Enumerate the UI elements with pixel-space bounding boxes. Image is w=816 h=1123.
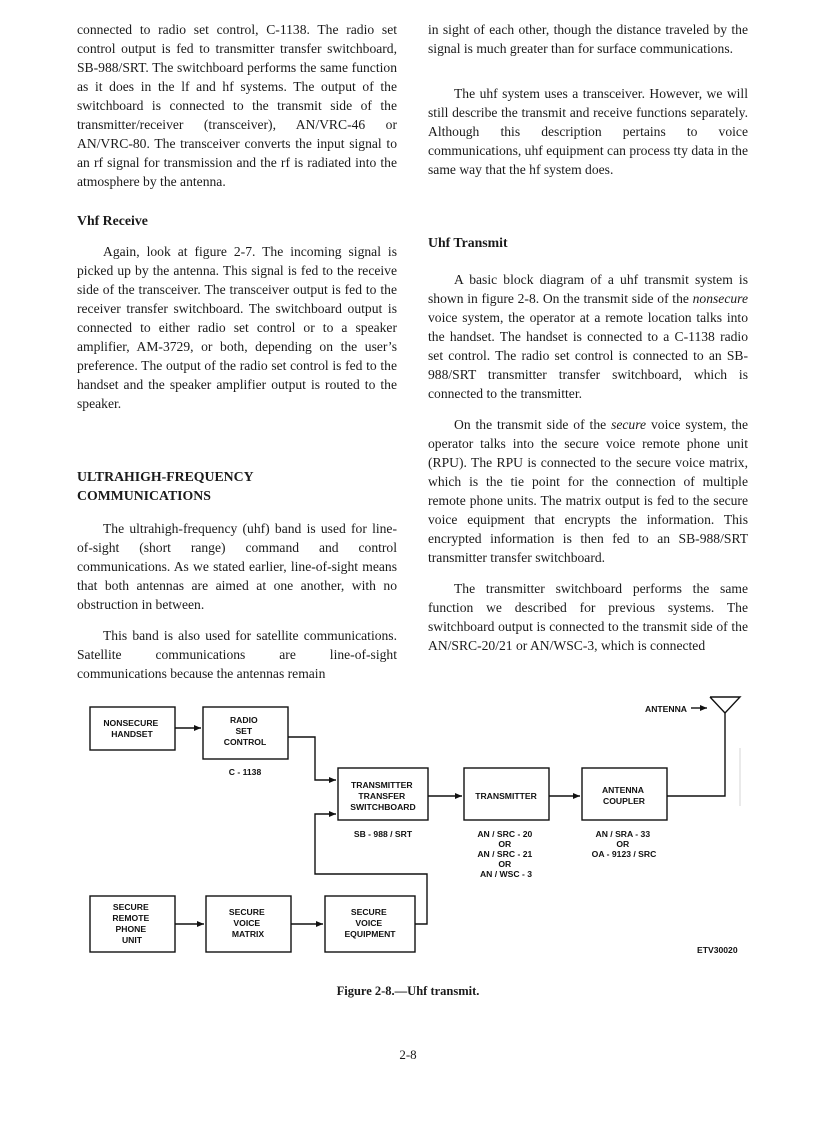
svg-text:AN / SRC - 20 OR A	[477, 829, 534, 879]
paragraph: On the transmit side of the secure voice system, the operator talks into the secure voice remote phone unit (RPU). The RPU is connected to the secure voice matrix, which is the tie point for the connection of multiple remote phone units. The matrix output is fed to the secure voice equipment that encrypts the information. This encrypted information is then fed to an SB-988/SRT transmitter transfer switchboard.	[428, 417, 749, 565]
block-label: SECURE	[350, 907, 387, 917]
coupler-id: AN / SRA - 33	[595, 829, 651, 839]
block-label: PHONE	[115, 924, 147, 934]
block-label: VOICE	[233, 918, 261, 928]
emphasis: nonsecure	[692, 291, 748, 306]
paragraph: connected to radio set control, C-1138. The radio set control output is fed to transmitter transfer switchboard, SB-988/SRT. The switchboard performs the same function as it does in the lf and hf systems. The output of the switchboard is connected to the transmit side of the transmitter/receiver (transceiver), AN/VRC-46 or AN/VRC-80. The transceiver converts the input signal to an rf signal for transmission and the rf is radiated into the atmosphere by the antenna.	[77, 22, 397, 189]
block-label: EQUIPMENT	[344, 929, 396, 939]
svg-text:SECURE VOICE MATRI	[229, 907, 267, 939]
block-label: ANTENNA	[601, 785, 644, 795]
heading-line: COMMUNICATIONS	[77, 488, 211, 503]
antenna-icon	[710, 697, 740, 713]
transmitter-id: AN / SRC - 20	[477, 829, 533, 839]
svg-text:SECURE VOICE EQUIP	[344, 907, 396, 939]
block-label: RADIO	[229, 715, 258, 725]
section-heading-uhf-transmit: Uhf Transmit	[428, 235, 508, 250]
block-label: REMOTE	[112, 913, 150, 923]
transmitter-id: AN / SRC - 21	[477, 849, 533, 859]
figure-code: ETV30020	[697, 945, 738, 955]
radio-set-control-id: C - 1138	[228, 767, 262, 777]
emphasis: secure	[611, 417, 647, 432]
coupler-id: OA - 9123 / SRC	[591, 849, 657, 859]
block-label: HANDSET	[111, 729, 153, 739]
block-label: COUPLER	[602, 796, 646, 806]
paragraph: The uhf system uses a transceiver. However, we will still describe the transmit and receive functions separately. Although this description pertains to voice communications, uhf equipment can process tty data in the same way that the hf system does.	[428, 86, 748, 177]
block-label: VOICE	[355, 918, 383, 928]
paragraph: The transmitter switchboard performs the same function we described for previous systems. The switchboard output is connected to the transmit side of the AN/SRC-20/21 or AN/WSC-3, which is connected	[428, 581, 748, 653]
paragraph: The ultrahigh-frequency (uhf) band is used for line-of-sight (short range) command and control communications. As we stated earlier, line-of-sight means that both antennas are aimed at one another, with no obstruction in between.	[77, 521, 397, 612]
block-label: UNIT	[121, 935, 143, 945]
section-heading-vhf-receive: Vhf Receive	[77, 213, 148, 228]
page-number: 2-8	[399, 1047, 417, 1062]
switchboard-id: SB - 988 / SRT	[353, 829, 413, 839]
block-label: SET	[235, 726, 253, 736]
section-heading-uhf-communications	[77, 467, 397, 505]
svg-text:ANTENNA COUPLER	[602, 785, 646, 806]
heading-line: ULTRAHIGH-FREQUENCY	[77, 469, 254, 484]
block-label: TRANSMITTER	[351, 780, 413, 790]
transmitter-id: AN / WSC - 3	[479, 869, 533, 879]
coupler-id: OR	[616, 839, 630, 849]
paragraph: Again, look at figure 2-7. The incoming signal is picked up by the antenna. This signal is fed to the receive side of the transceiver. The transceiver output is fed to the receiver transfer switchboard. The switchboard output is connected to either radio set control or to a speaker amplifier, AM-3729, or both, depending on the user’s preference. The output of the radio set control is fed to the handset and the speaker amplifier output is routed to the speaker.	[77, 244, 397, 411]
svg-text:RADIO SET CONTROL	[224, 715, 267, 747]
block-label: SECURE	[112, 902, 149, 912]
figure-caption: Figure 2-8.—Uhf transmit.	[336, 984, 480, 998]
paragraph: This band is also used for satellite communications. Satellite communications are line-of-sight communications because the antennas remain	[77, 628, 397, 681]
block-label: SECURE	[228, 907, 265, 917]
block-label: MATRIX	[231, 929, 265, 939]
transmitter-id: OR	[498, 839, 512, 849]
right-column	[428, 20, 748, 667]
uhf-transmit-block-diagram	[85, 688, 765, 968]
block-label: CONTROL	[223, 737, 267, 747]
block-label: SWITCHBOARD	[350, 802, 416, 812]
svg-text:NONSECURE HANDSET	[103, 718, 160, 739]
paragraph: in sight of each other, though the distance traveled by the signal is much greater than for surface communications.	[428, 22, 748, 56]
paragraph: A basic block diagram of a uhf transmit system is shown in figure 2-8. On the transmit side of the nonsecure voice system, the operator at a remote location talks into the handset. The handset is connected to a C-1138 radio set control. The radio set control is connected to an SB-988/SRT transmitter transfer switchboard, which is connected to the transmitter.	[428, 272, 748, 401]
svg-text:SECURE REMOTE PHON	[112, 902, 151, 945]
antenna-label: ANTENNA	[645, 704, 688, 714]
transmitter-label: TRANSMITTER	[475, 791, 537, 801]
left-column	[77, 20, 397, 695]
block-label: NONSECURE	[103, 718, 159, 728]
svg-text:AN / SRA - 33 OR O	[592, 829, 657, 859]
block-label: TRANSFER	[358, 791, 406, 801]
transmitter-id: OR	[498, 859, 512, 869]
svg-text:TRANSMITTER TRANSFER	[350, 780, 415, 812]
